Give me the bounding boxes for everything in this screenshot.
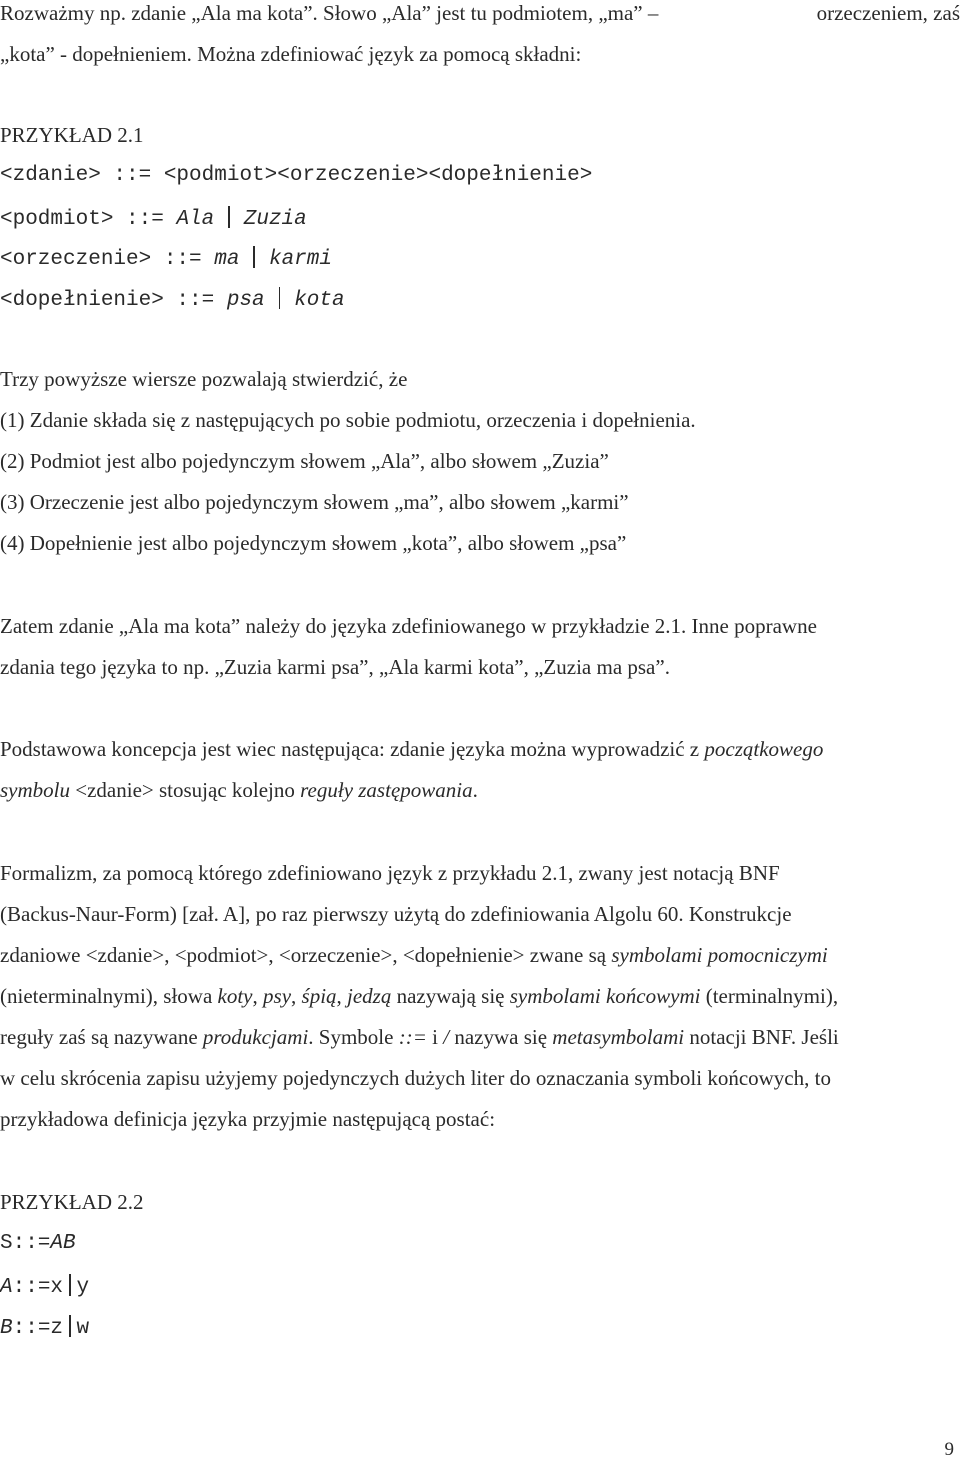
alternative-bar [253,246,255,268]
para-zatem-line-2: zdania tego języka to np. „Zuzia karmi psa”, „Ala karmi kota”, „Zuzia ma psa”. [0,655,670,679]
rule-lhs: A [0,1276,13,1299]
text: (terminalnymi), [700,984,839,1008]
intro-line-2: „kota” - dopełnieniem. Można zdefiniować język za pomocą składni: [0,42,582,66]
emphasis: metasymbolami [552,1025,685,1049]
example-1-heading: PRZYKŁAD 2.1 [0,123,144,147]
text: Podstawowa koncepcja jest wiec następująca: zdanie języka można wyprowadzić z [0,737,705,761]
rule-alt-2: kota [294,289,345,312]
alternative-bar [69,1315,71,1337]
text: zdaniowe <zdanie>, <podmiot>, <orzeczenie>, <dopełnienie> zwane są [0,943,612,967]
rule-lhs: <podmiot> ::= [0,208,177,231]
text: i [426,1025,444,1049]
conclusion-item-2: (2) Podmiot jest albo pojedynczym słowem „Ala”, albo słowem „Zuzia” [0,449,609,473]
example-2-heading: PRZYKŁAD 2.2 [0,1190,144,1214]
rule-rhs: ::=z [12,1317,64,1340]
rule-rhs: ::=x [12,1276,64,1299]
conclusion-item-4: (4) Dopełnienie jest albo pojedynczym słowem „kota”, albo słowem „psa” [0,531,627,555]
alternative-bar [228,206,230,228]
emphasis: / [443,1025,450,1049]
para-formalizm-line-4 [0,986,838,1007]
grammar-rule-b [0,1315,89,1339]
para-formalizm-line-2: (Backus-Naur-Form) [zał. A], po raz pierwszy użytą do zdefiniowania Algolu 60. Konstrukcje [0,902,792,926]
grammar-rule-zdanie: <zdanie> ::= <podmiot><orzeczenie><dopełnienie> [0,164,593,187]
intro-line-1-left: Rozważmy np. zdanie „Ala ma kota”. Słowo „Ala” jest tu podmiotem, „ma” – [0,1,659,25]
grammar-rule-s [0,1233,76,1254]
alternative-bar [69,1274,71,1296]
text: nazywają się [391,984,510,1008]
text: (nieterminalnymi), słowa [0,984,218,1008]
para-formalizm-line-7: przykładowa definicja języka przyjmie następującą postać: [0,1107,496,1131]
emphasis: psy [263,984,292,1008]
emphasis: symbolami końcowymi [509,984,701,1008]
para-zatem-line-1: Zatem zdanie „Ala ma kota” należy do języka zdefiniowanego w przykładzie 2.1. Inne poprawne [0,614,817,638]
intro-line-1-right: orzeczeniem, zaś [816,1,960,25]
emphasis: jedzą [347,984,392,1008]
text: , [291,984,302,1008]
rule-alt: w [76,1317,90,1340]
text: . [472,778,478,802]
rule-alt-1: psa [226,289,265,312]
grammar-rule-podmiot [0,206,307,230]
grammar-rule-orzeczenie [0,246,332,270]
intro-line-1 [0,3,960,24]
emphasis: reguły zastępowania [300,778,473,802]
emphasis: produkcjami [202,1025,309,1049]
page-number: 9 [944,1439,954,1460]
emphasis: symbolami pomocniczymi [611,943,828,967]
emphasis: ::= [398,1025,427,1049]
conclusion-item-3: (3) Orzeczenie jest albo pojedynczym słowem „ma”, albo słowem „karmi” [0,490,629,514]
text: nazywa się [449,1025,553,1049]
para-formalizm-line-3 [0,945,828,966]
rule-alt-1: ma [214,248,240,271]
rule-lhs: <orzeczenie> ::= [0,248,215,271]
para-formalizm-line-6: w celu skrócenia zapisu użyjemy pojedynczych dużych liter do oznaczania symboli końcowych, to [0,1066,831,1090]
para-formalizm-line-1: Formalizm, za pomocą którego zdefiniowano język z przykładu 2.1, zwany jest notacją BNF [0,861,780,885]
alternative-bar [279,287,281,309]
para-formalizm-line-5 [0,1027,839,1048]
emphasis: koty [217,984,253,1008]
grammar-rule-dopelnienie [0,287,345,311]
rule-alt-2: karmi [268,248,332,271]
rule-alt: y [76,1276,90,1299]
rule-lhs: S::= [0,1232,51,1255]
text: , [252,984,264,1008]
text: , [336,984,348,1008]
conclusions-intro: Trzy powyższe wiersze pozwalają stwierdzić, że [0,367,408,391]
text: notacji BNF. Jeśli [684,1025,839,1049]
emphasis: początkowego [704,737,824,761]
text: <zdanie> stosując kolejno [70,778,301,802]
para-koncepcja-line-1 [0,739,823,760]
grammar-rule-a [0,1274,89,1298]
rule-alt-2: Zuzia [243,208,307,231]
text: reguły zaś są nazywane [0,1025,203,1049]
rule-lhs: <dopełnienie> ::= [0,289,227,312]
rule-rhs: AB [50,1232,76,1255]
conclusion-item-1: (1) Zdanie składa się z następujących po sobie podmiotu, orzeczenia i dopełnienia. [0,408,696,432]
rule-lhs: B [0,1317,13,1340]
emphasis: symbolu [0,778,70,802]
para-koncepcja-line-2 [0,780,478,801]
text: . Symbole [308,1025,399,1049]
rule-alt-1: Ala [176,208,215,231]
emphasis: śpią [301,984,337,1008]
